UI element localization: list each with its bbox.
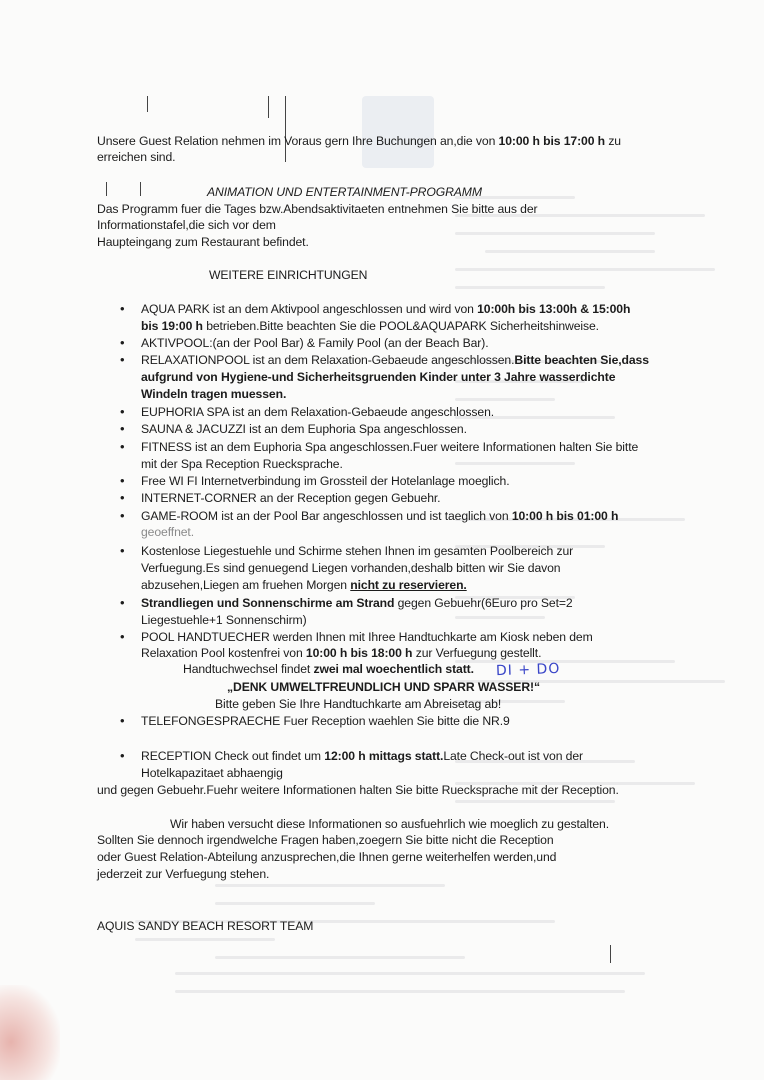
strandliegen-line-2: Liegestuehle+1 Sonnenschirm): [141, 613, 307, 627]
list-item-relaxationpool: • RELAXATIONPOOL ist an dem Relaxation-Gebaeude angeschlossen.Bitte beachten Sie,dass: [141, 352, 649, 368]
weitere-heading: WEITERE EINRICHTUNGEN: [209, 268, 368, 282]
pool-handtuecher-line-3: Handtuchwechsel findet zwei mal woechentlich statt.: [183, 662, 474, 676]
paper-stain: [0, 985, 60, 1080]
reception-line-3: und gegen Gebuehr.Fuehr weitere Informationen halten Sie bitte Ruecksprache mit der Reception.: [97, 783, 619, 797]
aqua-park-line-2: bis 19:00 h betrieben.Bitte beachten Sie die POOL&AQUAPARK Sicherheitshinweise.: [141, 319, 599, 333]
animation-line-3: Haupteingang zum Restaurant befindet.: [97, 235, 309, 249]
intro-line-2: erreichen sind.: [97, 150, 176, 164]
list-item-reception: • RECEPTION Check out findet um 12:00 h mittags statt.Late Check-out ist von der: [141, 748, 583, 764]
pool-handtuecher-line-2: Relaxation Pool kostenfrei von 10:00 h bis 18:00 h zur Verfuegung gestellt.: [141, 646, 542, 660]
fitness-line-2: mit der Spa Reception Ruecksprache.: [141, 457, 343, 471]
list-item-strandliegen: • Strandliegen und Sonnenschirme am Strand gegen Gebuehr(6Euro pro Set=2: [141, 595, 573, 611]
relaxationpool-line-3: Windeln tragen muessen.: [141, 387, 287, 401]
liegestuehle-line-2: Verfuegung.Es sind genuegend Liegen vorhanden,deshalb bitten wir Sie davon: [141, 561, 561, 575]
signature: AQUIS SANDY BEACH RESORT TEAM: [97, 919, 314, 933]
relaxationpool-line-2: aufgrund von Hygiene-und Sicherheitsgruenden Kinder unter 3 Jahre wasserdichte: [141, 370, 616, 384]
intro-line-1: Unsere Guest Relation nehmen im Voraus gern Ihre Buchungen an,die von 10:00 h bis 17:00 h zu: [97, 134, 621, 148]
list-item-game-room: • GAME-ROOM ist an der Pool Bar angeschlossen und ist taeglich von 10:00 h bis 01:00 h: [141, 508, 618, 524]
pool-handtuecher-return: Bitte geben Sie Ihre Handtuchkarte am Abreisetag ab!: [215, 697, 502, 711]
pool-slogan: „DENK UMWELTFREUNDLICH UND SPARR WASSER!“: [227, 680, 540, 694]
animation-heading: ANIMATION UND ENTERTAINMENT-PROGRAMM: [207, 185, 482, 199]
list-item-euphoria-spa: • EUPHORIA SPA ist an dem Relaxation-Gebaeude angeschlossen.: [141, 404, 494, 420]
closing-line-4: jederzeit zur Verfuegung stehen.: [97, 867, 270, 881]
list-item-liegestuehle: • Kostenlose Liegestuehle und Schirme stehen Ihnen im gesamten Poolbereich zur: [141, 543, 573, 559]
animation-line-2: Informationstafel,die sich vor dem: [97, 218, 276, 232]
list-item-wifi: • Free WI FI Internetverbindung im Grossteil der Hotelanlage moeglich.: [141, 473, 509, 489]
list-item-internet-corner: • INTERNET-CORNER an der Reception gegen Gebuehr.: [141, 490, 440, 506]
handwritten-note: DI + DO: [495, 660, 561, 680]
closing-line-3: oder Guest Relation-Abteilung anzusprechen,die Ihnen gerne weiterhelfen werden,und: [97, 850, 557, 864]
list-item-aqua-park: • AQUA PARK ist an dem Aktivpool angeschlossen und wird von 10:00h bis 13:00h & 15:00h: [141, 301, 630, 317]
closing-line-1: Wir haben versucht diese Informationen so ausfuehrlich wie moeglich zu gestalten.: [170, 817, 610, 831]
list-item-fitness: • FITNESS ist an dem Euphoria Spa angeschlossen.Fuer weitere Informationen halten Sie bitte: [141, 439, 638, 455]
list-item-telefon: • TELEFONGESPRAECHE Fuer Reception waehlen Sie bitte die NR.9: [141, 713, 510, 729]
liegestuehle-line-3: abzusehen,Liegen am fruehen Morgen nicht zu reservieren.: [141, 578, 467, 592]
reception-line-2: Hotelkapazitaet abhaengig: [141, 766, 283, 780]
list-item-sauna-jacuzzi: • SAUNA & JACUZZI ist an dem Euphoria Spa angeschlossen.: [141, 421, 467, 437]
animation-line-1: Das Programm fuer die Tages bzw.Abendsaktivitaeten entnehmen Sie bitte aus der: [97, 202, 538, 216]
list-item-pool-handtuecher: • POOL HANDTUECHER werden Ihnen mit Ihree Handtuchkarte am Kiosk neben dem: [141, 629, 593, 645]
closing-line-2: Sollten Sie dennoch irgendwelche Fragen haben,zoegern Sie bitte nicht die Reception: [97, 833, 554, 847]
list-item-aktivpool: • AKTIVPOOL:(an der Pool Bar) & Family Pool (an der Beach Bar).: [141, 335, 489, 351]
game-room-line-2: geoeffnet.: [141, 525, 194, 539]
